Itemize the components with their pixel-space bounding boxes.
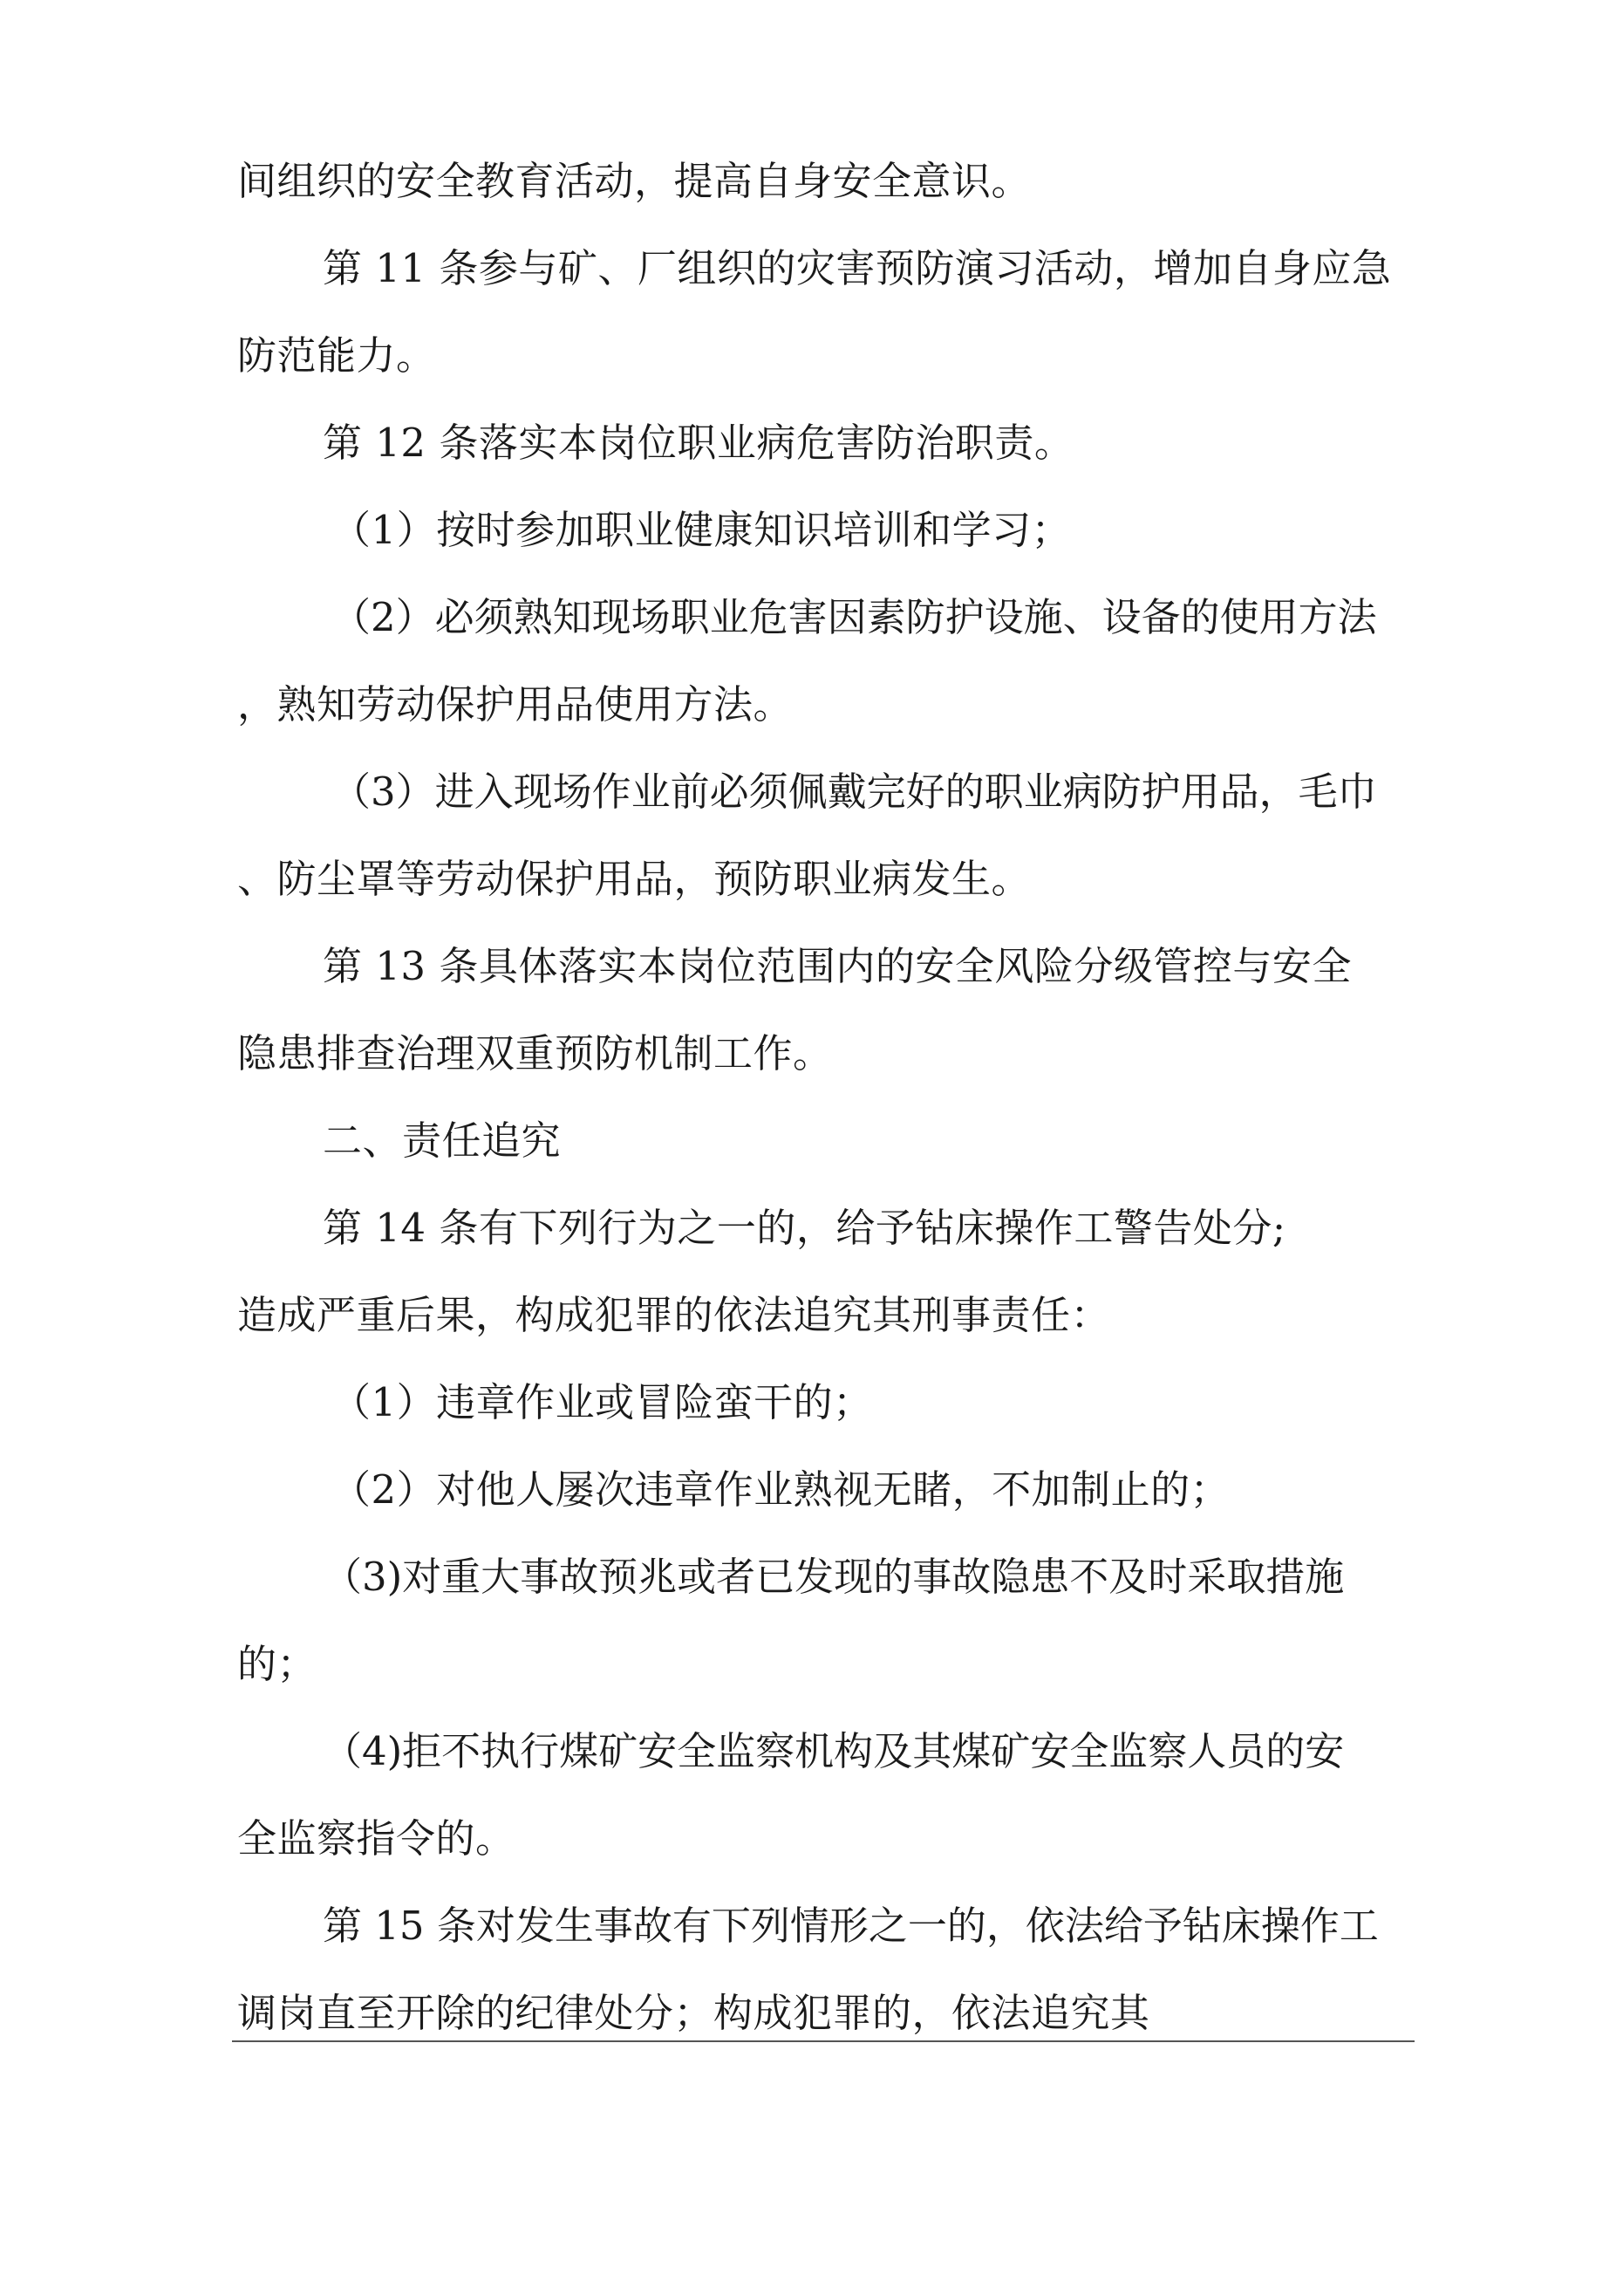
list-item-line: （3)对重大事故预兆或者已发现的事故隐患不及时采取措施 xyxy=(323,1554,1345,1600)
list-item-line: （3）进入现场作业前必须佩戴完好的职业病防护用品，毛巾 xyxy=(331,769,1377,815)
document-body xyxy=(237,138,1410,2057)
article-15-line: 第 15 条对发生事故有下列情形之一的，依法给予钻床操作工 xyxy=(323,1903,1379,1949)
text-line: 造成严重后果，构成犯罪的依法追究其刑事责任： xyxy=(237,1292,1111,1338)
text-line: 调岗直至开除的纪律处分；构成犯罪的，依法追究其 xyxy=(237,1990,1150,2036)
footer-divider xyxy=(232,2040,1415,2042)
article-13-line: 第 13 条具体落实本岗位范围内的安全风险分级管控与安全 xyxy=(323,943,1352,989)
list-item-line: （2）对他人屡次违章作业熟视无睹，不加制止的； xyxy=(331,1466,1231,1513)
text-line: 的； xyxy=(237,1641,317,1687)
list-item-line: （1）违章作业或冒险蛮干的； xyxy=(331,1379,873,1425)
text-line: 全监察指令的。 xyxy=(237,1815,515,1862)
list-item-line: （4)拒不执行煤矿安全监察机构及其煤矿安全监察人员的安 xyxy=(323,1728,1345,1774)
text-line: 隐患排查治理双重预防机制工作。 xyxy=(237,1030,833,1076)
text-line: ，熟知劳动保护用品使用方法。 xyxy=(237,681,794,728)
text-line: 、防尘罩等劳动保护用品，预防职业病发生。 xyxy=(237,856,1032,902)
section-heading: 二、责任追究 xyxy=(323,1117,562,1164)
text-line: 间组织的安全教育活动，提高自身安全意识。 xyxy=(237,158,1032,204)
article-11-line: 第 11 条参与矿、厂组织的灾害预防演习活动，增加自身应急 xyxy=(323,245,1392,291)
list-item-line: （1）按时参加职业健康知识培训和学习； xyxy=(331,507,1072,553)
list-item-line: （2）必须熟知现场职业危害因素防护设施、设备的使用方法 xyxy=(331,594,1377,640)
article-12-line: 第 12 条落实本岗位职业病危害防治职责。 xyxy=(323,420,1074,466)
text-line: 防范能力。 xyxy=(237,332,436,379)
article-14-line: 第 14 条有下列行为之一的，给予钻床操作工警告处分; xyxy=(323,1205,1286,1251)
